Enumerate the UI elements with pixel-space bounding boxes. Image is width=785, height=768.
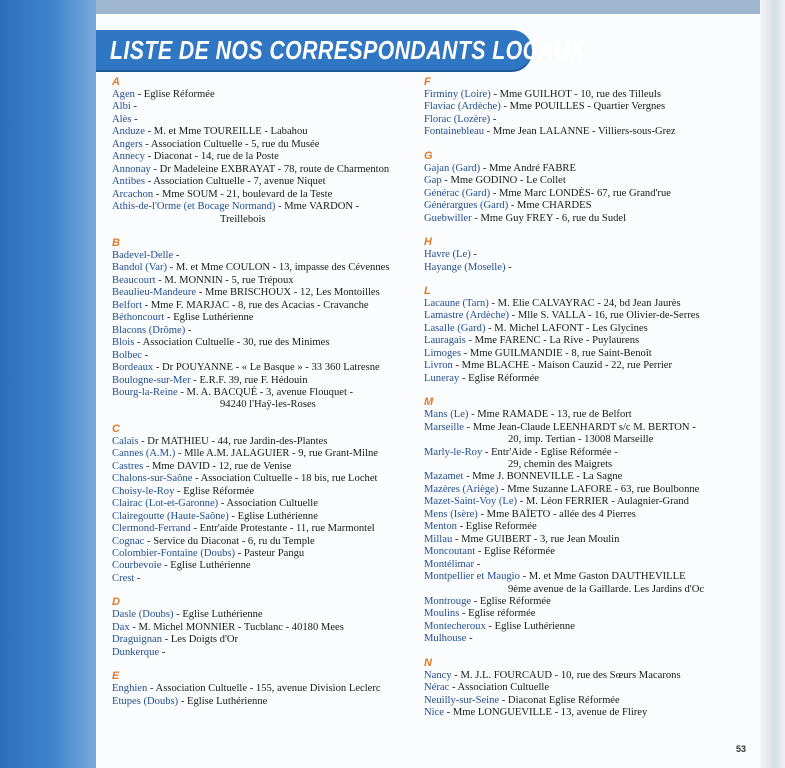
correspondent-detail: - (470, 249, 477, 261)
letter-section (112, 670, 412, 708)
correspondent-entry (112, 647, 412, 659)
title-banner (96, 30, 585, 70)
right-column (424, 76, 754, 720)
correspondent-entry (112, 312, 412, 324)
town-name: Cognac (112, 535, 145, 547)
correspondent-detail: - M. MONNIN - 5, rue Trépoux (155, 274, 294, 286)
correspondent-detail: - Eglise Réformée (174, 485, 255, 497)
correspondent-detail: - Mme Guy FREY - 6, rue du Sudel (471, 212, 627, 224)
correspondent-detail: - Mme Suzanne LAFORE - 63, rue Boulbonne (498, 483, 700, 495)
correspondent-detail: - Dr POUYANNE - « Le Basque » - 33 360 Latresne (153, 362, 380, 374)
correspondent-entry (424, 447, 754, 472)
correspondent-detail: - Eglise Réformée (459, 372, 540, 384)
correspondent-entry (112, 473, 412, 485)
correspondent-entry (424, 496, 754, 508)
correspondent-address-continued: 29, chemin des Maigrets (508, 458, 613, 470)
correspondent-entry (112, 511, 412, 523)
town-name: Millau (424, 533, 453, 545)
correspondent-detail: - Service du Diaconat - 6, ru du Temple (144, 535, 315, 547)
correspondent-detail: - (474, 558, 481, 570)
town-name: Marseille (424, 421, 465, 433)
correspondent-entry (424, 114, 754, 126)
correspondent-entry (424, 310, 754, 322)
town-name: Livron (424, 360, 453, 372)
correspondent-entry (424, 163, 754, 175)
town-name: Arcachon (112, 188, 154, 200)
correspondent-detail: - Mme SOUM - 21, boulevard de la Teste (153, 188, 333, 200)
correspondent-detail: - (185, 324, 192, 336)
town-name: Boulogne-sur-Mer (112, 374, 191, 386)
correspondent-entry (112, 300, 412, 312)
correspondent-detail: - Mme LONGUEVILLE - 13, avenue de Flirey (444, 707, 648, 719)
correspondent-entry (424, 298, 754, 310)
correspondent-detail: - (130, 101, 138, 113)
town-name: Lauragais (424, 335, 466, 347)
letter-section (112, 423, 412, 585)
town-name: Firminy (Loire) (424, 89, 491, 100)
correspondent-entry (112, 275, 412, 287)
town-name: Dunkerque (112, 646, 160, 658)
town-name: Cannes (A.M.) (112, 448, 176, 460)
correspondent-detail: - Association Cultuelle - 30, rue des Minimes (134, 337, 330, 349)
town-name: Blacons (Drôme) (112, 324, 186, 336)
correspondent-entry (424, 126, 754, 138)
correspondent-entry (112, 250, 412, 262)
correspondent-entry (424, 559, 754, 571)
correspondent-entry (112, 683, 412, 695)
correspondent-detail: - (134, 572, 141, 584)
town-name: Colombier-Fontaine (Doubs) (112, 547, 236, 559)
town-name: Marly-le-Roy (424, 446, 483, 458)
town-name: Flaviac (Ardèche) (424, 101, 501, 113)
letter-section (424, 236, 754, 274)
correspondent-address-continued: Treillebois (220, 213, 266, 225)
correspondent-detail: - Association Cultuelle - 18 bis, rue Lochet (192, 473, 378, 485)
correspondent-detail: - Association Cultuelle - 5, rue du Musée (142, 138, 320, 150)
correspondent-entry (424, 89, 754, 101)
town-name: Mans (Le) (424, 409, 469, 421)
letter-section (424, 285, 754, 385)
correspondent-entry (424, 262, 754, 274)
correspondent-detail: - Mme GUILMANDIE - 8, rue Saint-Benoît (461, 347, 652, 359)
correspondent-detail: - Eglise Luthérienne (228, 510, 318, 522)
town-name: Moncoutant (424, 546, 476, 558)
correspondent-detail: - M. et Mme COULON - 13, impasse des Cévennes (167, 262, 390, 274)
correspondent-detail: - Eglise Luthérienne (164, 312, 254, 324)
town-name: Bolbec (112, 349, 143, 361)
correspondent-detail: - (466, 633, 473, 645)
correspondent-detail: - Eglise Réformée (471, 595, 551, 607)
town-name: Mulhouse (424, 633, 467, 645)
town-name: Antibes (112, 176, 145, 188)
correspondent-detail: - Eglise Luthérienne (485, 620, 575, 632)
correspondent-address-continued: 20, imp. Tertian - 13008 Marseille (508, 434, 654, 446)
correspondent-entry (424, 175, 754, 187)
correspondent-detail: - Mlle S. VALLA - 16, rue Olivier-de-Serres (509, 310, 700, 322)
correspondent-detail: - Mme DAVID - 12, rue de Venise (143, 460, 292, 472)
correspondent-entry (112, 176, 412, 188)
town-name: Luneray (424, 372, 460, 384)
correspondent-detail: - Pasteur Pangu (235, 547, 305, 559)
town-name: Anduze (112, 126, 145, 138)
town-name: Annonay (112, 163, 151, 175)
town-name: Montrouge (424, 595, 472, 607)
town-name: Clairac (Lot-et-Garonne) (112, 498, 219, 510)
correspondent-address-continued: 94240 l'Haÿ-les-Roses (220, 399, 316, 411)
correspondent-entry (424, 534, 754, 546)
correspondent-entry (424, 323, 754, 335)
town-name: Athis-de-l'Orme (et Bocage Normand) (112, 201, 276, 213)
correspondent-address-continued: 9ème avenue de la Gaillarde. Les Jardins d'Oc (508, 583, 705, 595)
correspondent-detail: - Eglise Luthérienne (178, 695, 268, 707)
correspondent-entry (424, 621, 754, 633)
correspondent-entry (112, 622, 412, 634)
town-name: Mazamet (424, 471, 464, 483)
correspondent-detail: - M. et Mme TOUREILLE - Labahou (144, 126, 308, 138)
correspondent-detail: - (173, 249, 180, 261)
town-name: Blois (112, 337, 135, 349)
correspondent-detail: - M. A. BACQUÉ - 3, avenue Flouquet - (177, 386, 354, 398)
town-name: Neuilly-sur-Seine (424, 694, 500, 706)
correspondent-detail: - Mme BAÏETO - allée des 4 Pierres (477, 508, 636, 520)
correspondent-entry (112, 126, 412, 138)
correspondent-detail: - M. Elie CALVAYRAC - 24, bd Jean Jaurès (488, 297, 681, 309)
correspondent-entry (112, 498, 412, 510)
town-name: Havre (Le) (424, 249, 471, 261)
correspondent-entry (112, 101, 412, 113)
town-name: Montélimar (424, 558, 475, 570)
correspondent-entry (112, 523, 412, 535)
correspondent-detail: - Mme FARENC - La Rive - Puylaurens (465, 335, 640, 347)
correspondent-entry (424, 509, 754, 521)
town-name: Castres (112, 460, 144, 472)
page-spine (760, 0, 785, 768)
correspondent-entry (112, 375, 412, 387)
town-name: Menton (424, 521, 457, 533)
correspondent-entry (112, 151, 412, 163)
town-name: Hayange (Moselle) (424, 261, 506, 273)
town-name: Alès (112, 113, 132, 125)
correspondent-entry (424, 471, 754, 483)
correspondent-detail: - Mme J. BONNEVILLE - La Sagne (463, 471, 623, 483)
correspondent-detail: - Mme CHARDES (508, 200, 592, 212)
town-name: Crest (112, 572, 135, 584)
correspondent-detail: - E.R.F. 39, rue F. Hédouin (190, 374, 308, 386)
letter-section (112, 237, 412, 412)
correspondent-detail: - Eglise Luthérienne (173, 609, 263, 621)
correspondent-entry (112, 536, 412, 548)
correspondent-entry (112, 696, 412, 708)
correspondent-detail: - Dr Madeleine EXBRAYAT - 78, route de Charmenton (150, 163, 390, 175)
town-name: Courbevoie (112, 560, 162, 572)
correspondent-detail: - (131, 113, 138, 125)
correspondent-entry (112, 609, 412, 621)
page-number: 53 (736, 744, 747, 754)
correspondent-entry (424, 608, 754, 620)
town-name: Lasalle (Gard) (424, 322, 486, 334)
correspondent-detail: - Association Cultuelle - 7, avenue Niquet (144, 176, 326, 188)
correspondent-entry (112, 139, 412, 151)
town-name: Calais (112, 435, 139, 447)
town-name: Beaulieu-Mandeure (112, 287, 197, 299)
section-letter: D (112, 596, 120, 609)
town-name: Florac (Lozère) (424, 113, 491, 125)
correspondent-entry (424, 409, 754, 421)
town-name: Annecy (112, 151, 145, 163)
section-letter: N (424, 656, 432, 669)
correspondent-detail: - (490, 113, 497, 125)
correspondent-entry (112, 287, 412, 299)
town-name: Lacaune (Tarn) (424, 297, 489, 309)
correspondent-entry (424, 633, 754, 645)
correspondent-detail: - (159, 646, 166, 658)
correspondent-detail: - Association Cultuelle (218, 498, 318, 510)
section-letter: B (112, 236, 120, 249)
town-name: Moulins (424, 608, 460, 620)
correspondent-entry (112, 350, 412, 362)
correspondent-entry (112, 573, 412, 585)
correspondent-detail: - Mme Jean-Claude LEENHARDT s/c M. BERTON - (464, 421, 696, 433)
correspondent-detail: - Mme RAMADE - 13, rue de Belfort (468, 409, 632, 421)
correspondent-detail: - Les Doigts d'Or (162, 634, 239, 646)
correspondent-entry (112, 189, 412, 201)
correspondent-entry (424, 348, 754, 360)
correspondent-detail: - Mme GUIBERT - 3, rue Jean Moulin (452, 533, 620, 545)
correspondent-detail: - Mme POUILLES - Quartier Vergnes (500, 101, 666, 113)
correspondent-entry (112, 486, 412, 498)
town-name: Montpellier et Maugio (424, 571, 520, 583)
town-name: Enghien (112, 683, 148, 695)
town-name: Limoges (424, 347, 462, 359)
town-name: Agen (112, 89, 135, 100)
town-name: Bordeaux (112, 362, 154, 374)
letter-section (424, 657, 754, 720)
correspondent-detail: - M. Michel MONNIER - Tucblanc - 40180 Mees (129, 621, 344, 633)
section-letter: H (424, 236, 432, 249)
letter-section (424, 76, 754, 139)
correspondent-detail: - Mme André FABRE (480, 162, 576, 174)
town-name: Mens (Isère) (424, 508, 478, 520)
correspondent-entry (112, 89, 412, 101)
correspondent-entry (112, 201, 412, 226)
town-name: Béthoncourt (112, 312, 165, 324)
correspondent-detail: - Eglise Luthérienne (161, 560, 251, 572)
section-letter: C (112, 422, 120, 435)
letter-section (112, 76, 412, 226)
town-name: Bandol (Var) (112, 262, 168, 274)
correspondent-entry (112, 337, 412, 349)
correspondent-entry (424, 249, 754, 261)
correspondent-entry (424, 670, 754, 682)
town-name: Lamastre (Ardèche) (424, 310, 509, 322)
correspondent-entry (112, 362, 412, 374)
section-letter: A (112, 76, 120, 88)
town-name: Clairegoutte (Haute-Saône) (112, 510, 229, 522)
correspondent-entry (424, 596, 754, 608)
town-name: Angers (112, 138, 143, 150)
correspondent-detail: - Eglise Réformée (134, 89, 215, 100)
correspondent-detail: - (505, 261, 512, 273)
correspondent-entry (112, 436, 412, 448)
section-letter: F (424, 76, 431, 88)
section-letter: M (424, 396, 434, 409)
correspondent-entry (424, 484, 754, 496)
town-name: Dax (112, 621, 130, 633)
town-name: Bourg-la-Reine (112, 386, 178, 398)
correspondent-detail: - Diaconat - 14, rue de la Poste (144, 151, 279, 163)
correspondent-detail: - Mme GODINO - Le Collet (441, 175, 566, 187)
correspondent-entry (424, 335, 754, 347)
correspondent-detail: - Eglise Réformée (475, 546, 555, 558)
town-name: Choisy-le-Roy (112, 485, 175, 497)
correspondent-detail: - M. J.L. FOURCAUD - 10, rue des Sœurs Macarons (451, 669, 681, 681)
correspondent-entry (112, 448, 412, 460)
correspondent-entry (112, 262, 412, 274)
town-name: Nérac (424, 682, 450, 694)
correspondent-entry (424, 360, 754, 372)
correspondent-entry (112, 325, 412, 337)
correspondent-detail: - Association Cultuelle (449, 682, 550, 694)
letter-section (112, 596, 412, 659)
town-name: Clermond-Ferrand (112, 523, 191, 535)
town-name: Belfort (112, 299, 143, 311)
correspondent-entry (424, 571, 754, 596)
letter-section (424, 150, 754, 225)
correspondent-detail: - (142, 349, 149, 361)
correspondent-detail: - Mme Jean LALANNE - Villiers-sous-Grez (484, 126, 676, 138)
correspondent-entry (112, 548, 412, 560)
correspondent-detail: - M. et Mme Gaston DAUTHEVILLE (519, 571, 686, 583)
correspondent-detail: - Mlle A.M. JALAGUIER - 9, rue Grant-Milne (175, 448, 378, 460)
correspondent-entry (424, 213, 754, 225)
correspondent-entry (424, 682, 754, 694)
town-name: Gap (424, 175, 442, 187)
correspondent-detail: - Mme BRISCHOUX - 12, Les Montoilles (196, 287, 380, 299)
page-title: LISTE DE NOS CORRESPONDANTS LOCAUX (110, 35, 585, 65)
correspondent-detail: - Entr'aide Protestante - 11, rue Marmontel (190, 523, 375, 535)
town-name: Beaucourt (112, 274, 156, 286)
town-name: Générargues (Gard) (424, 200, 509, 212)
town-name: Mazet-Saint-Voy (Le) (424, 496, 518, 508)
town-name: Guebwiller (424, 212, 472, 224)
correspondent-entry (112, 114, 412, 126)
correspondent-detail: - Mme BLACHE - Maison Cauzid - 22, rue Perrier (452, 360, 673, 372)
town-name: Gajan (Gard) (424, 162, 481, 174)
correspondent-detail: - M. Léon FERRIER - Aulagnier-Grand (517, 496, 689, 508)
correspondent-entry (112, 164, 412, 176)
correspondent-entry (424, 200, 754, 212)
section-letter: G (424, 149, 433, 162)
correspondent-entry (424, 521, 754, 533)
correspondent-entry (112, 387, 412, 412)
correspondent-detail: - Eglise réformée (459, 608, 536, 620)
correspondent-detail: - Diaconat Eglise Réformée (499, 694, 620, 706)
town-name: Badevel-Delle (112, 249, 174, 261)
correspondent-entry (112, 560, 412, 572)
correspondent-detail: - Mme F. MARJAC - 8, rue des Acacias - Cravanche (142, 299, 369, 311)
correspondent-detail: - Mme VARDON - (275, 201, 360, 213)
town-name: Albi (112, 101, 131, 113)
town-name: Draguignan (112, 634, 163, 646)
left-column (112, 76, 412, 708)
correspondent-entry (424, 101, 754, 113)
town-name: Fontainebleau (424, 126, 485, 138)
blue-side-band (0, 0, 96, 768)
correspondent-detail: - Dr MATHIEU - 44, rue Jardin-des-Plantes (138, 435, 328, 447)
correspondent-entry (424, 695, 754, 707)
town-name: Montecheroux (424, 620, 486, 632)
section-letter: L (424, 284, 431, 297)
town-name: Nancy (424, 669, 452, 681)
letter-section (424, 396, 754, 646)
correspondent-detail: - Mme GUILHOT - 10, rue des Tilleuls (490, 89, 661, 100)
town-name: Dasle (Doubs) (112, 609, 174, 621)
correspondent-detail: - Eglise Reformée (456, 521, 537, 533)
correspondent-detail: - Mme Marc LONDÈS- 67, rue Grand'rue (490, 187, 671, 199)
town-name: Nice (424, 707, 444, 719)
town-name: Etupes (Doubs) (112, 695, 179, 707)
correspondent-entry (424, 546, 754, 558)
correspondent-entry (112, 634, 412, 646)
correspondent-detail: - M. Michel LAFONT - Les Glycines (485, 322, 648, 334)
town-name: Chalons-sur-Saône (112, 473, 193, 485)
correspondent-entry (424, 373, 754, 385)
section-letter: E (112, 670, 120, 683)
correspondent-entry (424, 707, 754, 719)
correspondent-entry (424, 188, 754, 200)
correspondent-entry (424, 422, 754, 447)
town-name: Générac (Gard) (424, 187, 491, 199)
correspondent-detail: - Association Cultuelle - 155, avenue Division Leclerc (147, 683, 381, 695)
town-name: Mazères (Ariège) (424, 483, 499, 495)
correspondent-detail: - Entr'Aide - Eglise Réformée - (482, 446, 618, 458)
correspondent-entry (112, 461, 412, 473)
